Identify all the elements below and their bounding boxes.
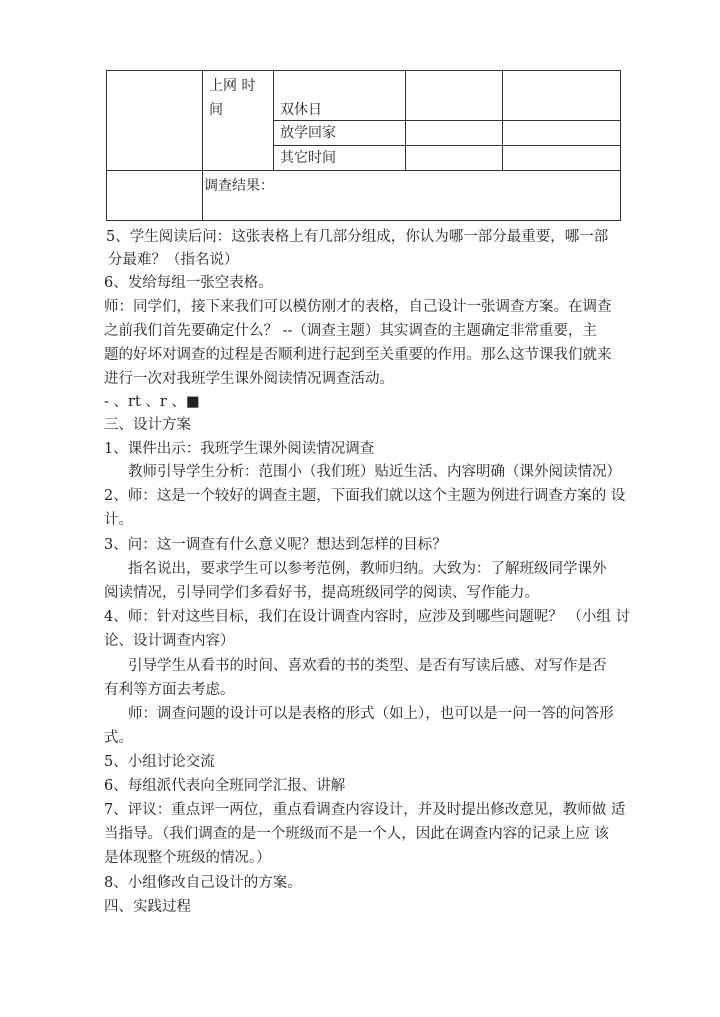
paragraph-line: 8、小组修改自己设计的方案。 [104,875,302,891]
survey-table [106,70,621,221]
paragraph-line: 阅读情况，引导同学们多看好书，提高班级同学的阅读、写作能力。 [104,585,539,601]
after-school-label: 放学回家 [280,125,336,141]
other-time-label: 其它时间 [280,150,336,166]
section-heading: 四、实践过程 [104,899,191,915]
paragraph-line: 6、发给每组一张空表格。 [104,275,273,291]
paragraph-line: 1、课件出示：我班学生课外阅读情况调查 [104,441,375,457]
paragraph-line: 指名说出，要求学生可以参考范例，教师归纳。大致为：了解班级同学课外 [128,561,607,577]
paragraph-line: 6、每组派代表向全班同学汇报、讲解 [104,778,346,794]
online-time-label-line2: 间 [209,102,223,118]
paragraph-line: 进行一次对我班学生课外阅读情况调查活动。 [104,371,394,387]
section-heading: 三、设计方案 [104,417,191,433]
paragraph-line: 当指导。（我们调查的是一个班级而不是一个人，因此在调查内容的记录上应 该 [104,826,609,842]
paragraph-line: 师：同学们，接下来我们可以模仿刚才的表格，自己设计一张调查方案。在调查 [104,299,612,315]
table-cell-c5-r2 [502,120,621,146]
paragraph-line: 7、评议：重点评一两位，重点看调查内容设计，并及时提出修改意见，教师做 适 [104,802,626,818]
paragraph-line: 之前我们首先要确定什么？ --（调查主题）其实调查的主题确定非常重要，主 [104,323,597,339]
paragraph-line: 是体现整个班级的情况。） [104,850,271,866]
table-cell-c4-r3 [405,145,503,171]
table-cell-blank-top [106,70,203,171]
paragraph-line: 4、师：针对这些目标，我们在设计调查内容时，应涉及到哪些问题呢？ （小组 讨 [104,609,630,625]
paragraph-line: 引导学生从看书的时间、喜欢看的书的类型、是否有写读后感、对写作是否 [128,658,607,674]
table-cell-c5-r3 [502,145,621,171]
result-label: 调查结果： [204,178,274,194]
paragraph-line: 分最难？（指名说） [108,252,239,268]
paragraph-line: 师：调查问题的设计可以是表格的形式（如上），也可以是一问一答的问答形 [128,706,614,722]
table-cell-c4-r1 [405,70,503,121]
paragraph-line: 论、设计调查内容） [104,633,235,649]
paragraph-line: 3、问：这一调查有什么意义呢？想达到怎样的目标？ [104,537,447,553]
paragraph-line: 式。 [104,730,133,746]
table-cell-c4-r2 [405,120,503,146]
paragraph-line: 题的好坏对调查的过程是否顺利进行起到至关重要的作用。那么这节课我们就来 [104,347,612,363]
paragraph-line: 5、学生阅读后问：这张表格上有几部分组成，你认为哪一部分最重要，哪一部 [106,229,609,245]
paragraph-line: 计。 [104,512,133,528]
paragraph-line: 2、师：这是一个较好的调查主题，下面我们就以这个主题为例进行调查方案的 设 [104,488,626,504]
paragraph-line: 教师引导学生分析：范围小（我们班）贴近生活、内容明确（课外阅读情况） [128,464,621,480]
weekend-label: 双休日 [280,102,322,118]
table-cell-blank-bottom [106,170,203,221]
online-time-label-line1: 上网 时 [209,78,256,94]
paragraph-line-artifact: - 、rt 、r 、■ [104,394,200,410]
table-cell-c5-r1 [502,70,621,121]
paragraph-line: 有利等方面去考虑。 [104,682,235,698]
paragraph-line: 5、小组讨论交流 [104,754,215,770]
